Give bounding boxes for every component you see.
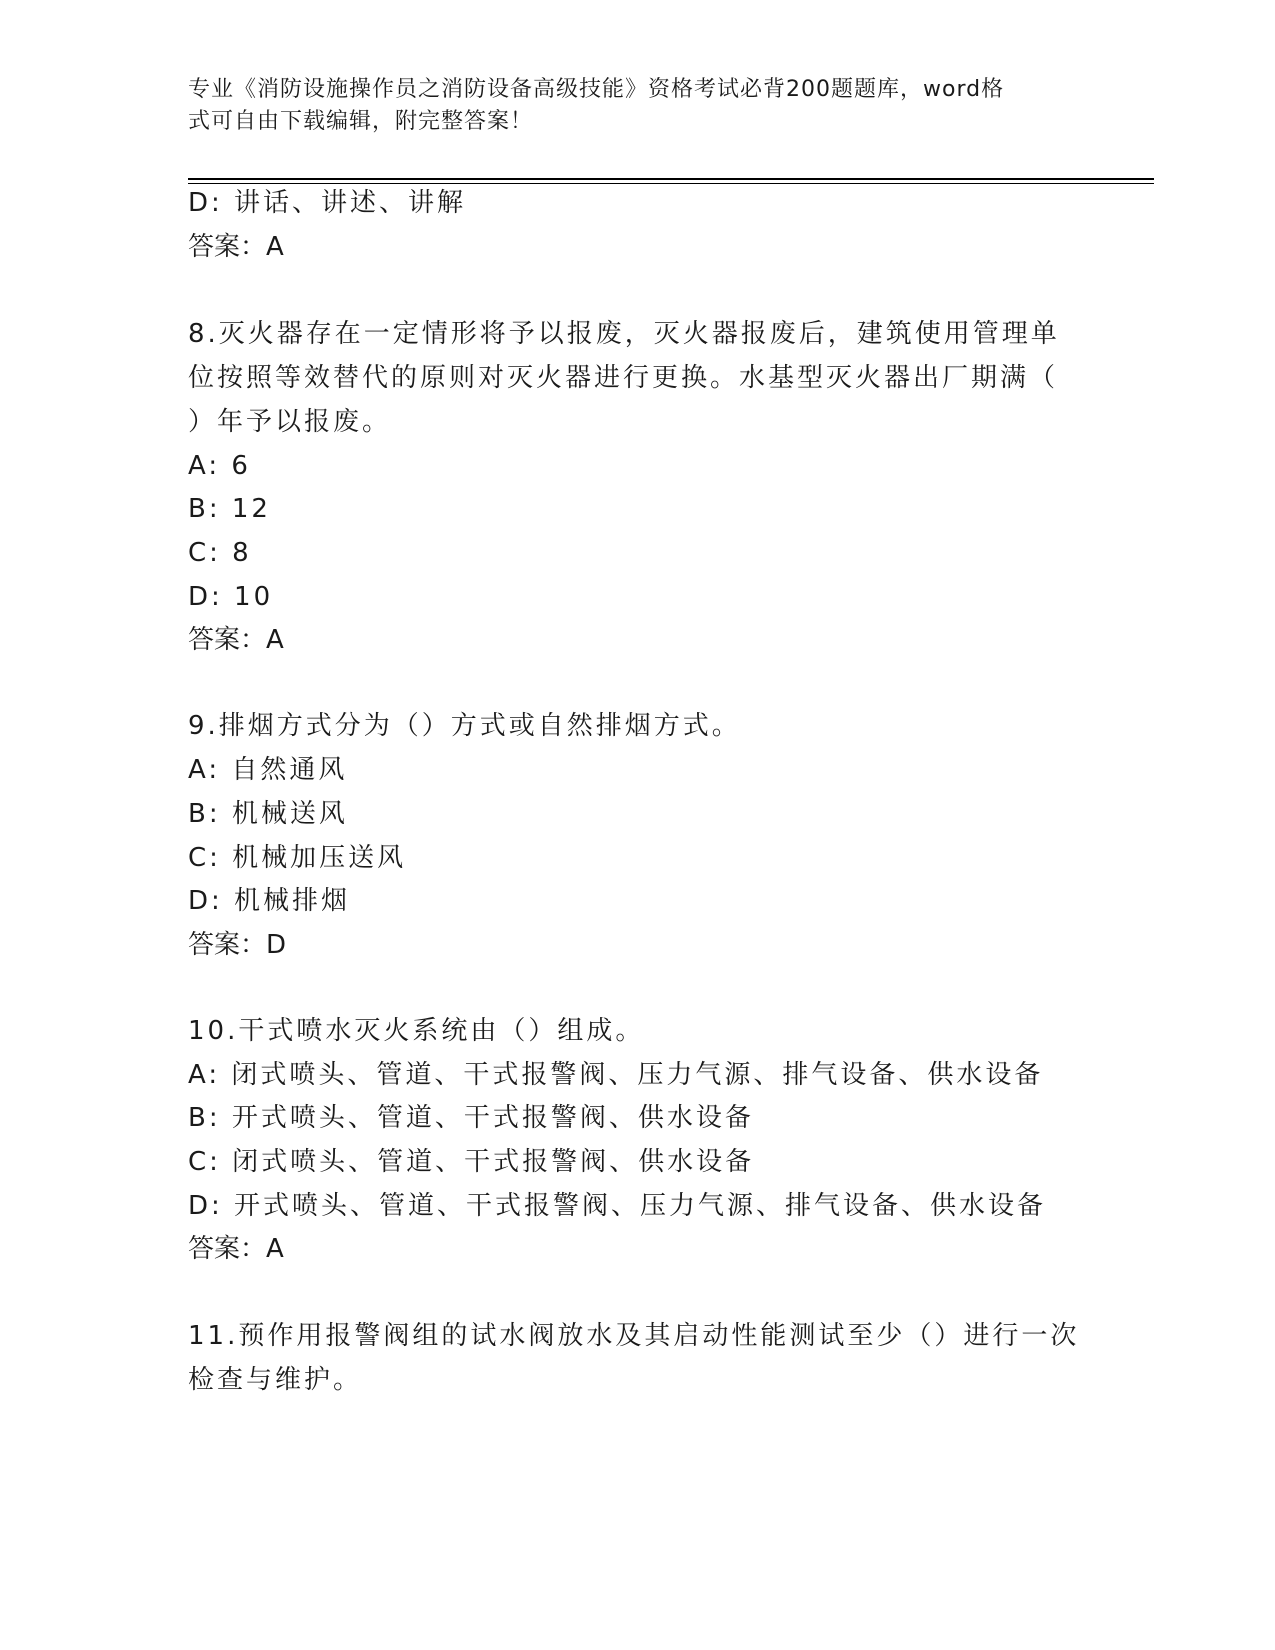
q9-option-b: B: 机械送风 (188, 799, 348, 829)
q10-stem: 10.干式喷水灭火系统由（）组成。 (188, 1016, 645, 1046)
q8-option-a: A: 6 (188, 451, 251, 481)
prev-answer: 答案：A (188, 232, 284, 262)
q9-option-c: C: 机械加压送风 (188, 843, 407, 873)
q8-stem-line-3: ）年予以报废。 (188, 407, 392, 437)
q10-option-b: B: 开式喷头、管道、干式报警阀、供水设备 (188, 1103, 754, 1133)
q11-stem-line-1: 11.预作用报警阀组的试水阀放水及其启动性能测试至少（）进行一次 (188, 1321, 1080, 1351)
q9-option-d: D: 机械排烟 (188, 886, 351, 916)
q8-stem-line-1: 8.灭火器存在一定情形将予以报废，灭火器报废后，建筑使用管理单 (188, 319, 1060, 349)
q11-stem-line-2: 检查与维护。 (188, 1365, 363, 1395)
q9-stem: 9.排烟方式分为（）方式或自然排烟方式。 (188, 711, 741, 741)
q10-option-c: C: 闭式喷头、管道、干式报警阀、供水设备 (188, 1147, 755, 1177)
q8-answer: 答案：A (188, 625, 284, 655)
q10-answer: 答案：A (188, 1234, 284, 1264)
header-divider-thick (188, 178, 1154, 180)
q10-option-d: D: 开式喷头、管道、干式报警阀、压力气源、排气设备、供水设备 (188, 1191, 1047, 1221)
header-line-1: 专业《消防设施操作员之消防设备高级技能》资格考试必背200题题库，word格 (188, 77, 1005, 102)
q8-option-d: D: 10 (188, 582, 274, 612)
header-line-2: 式可自由下载编辑，附完整答案！ (188, 109, 534, 134)
prev-option-d: D: 讲话、讲述、讲解 (188, 188, 467, 218)
q9-option-a: A: 自然通风 (188, 755, 348, 785)
header-divider-thin (188, 183, 1154, 184)
document-header (188, 74, 1068, 138)
q10-option-a: A: 闭式喷头、管道、干式报警阀、压力气源、排气设备、供水设备 (188, 1060, 1044, 1090)
q9-answer: 答案：D (188, 930, 287, 960)
q8-option-c: C: 8 (188, 538, 252, 568)
q8-option-b: B: 12 (188, 494, 271, 524)
q8-stem-line-2: 位按照等效替代的原则对灭火器进行更换。水基型灭火器出厂期满（ (188, 363, 1059, 393)
